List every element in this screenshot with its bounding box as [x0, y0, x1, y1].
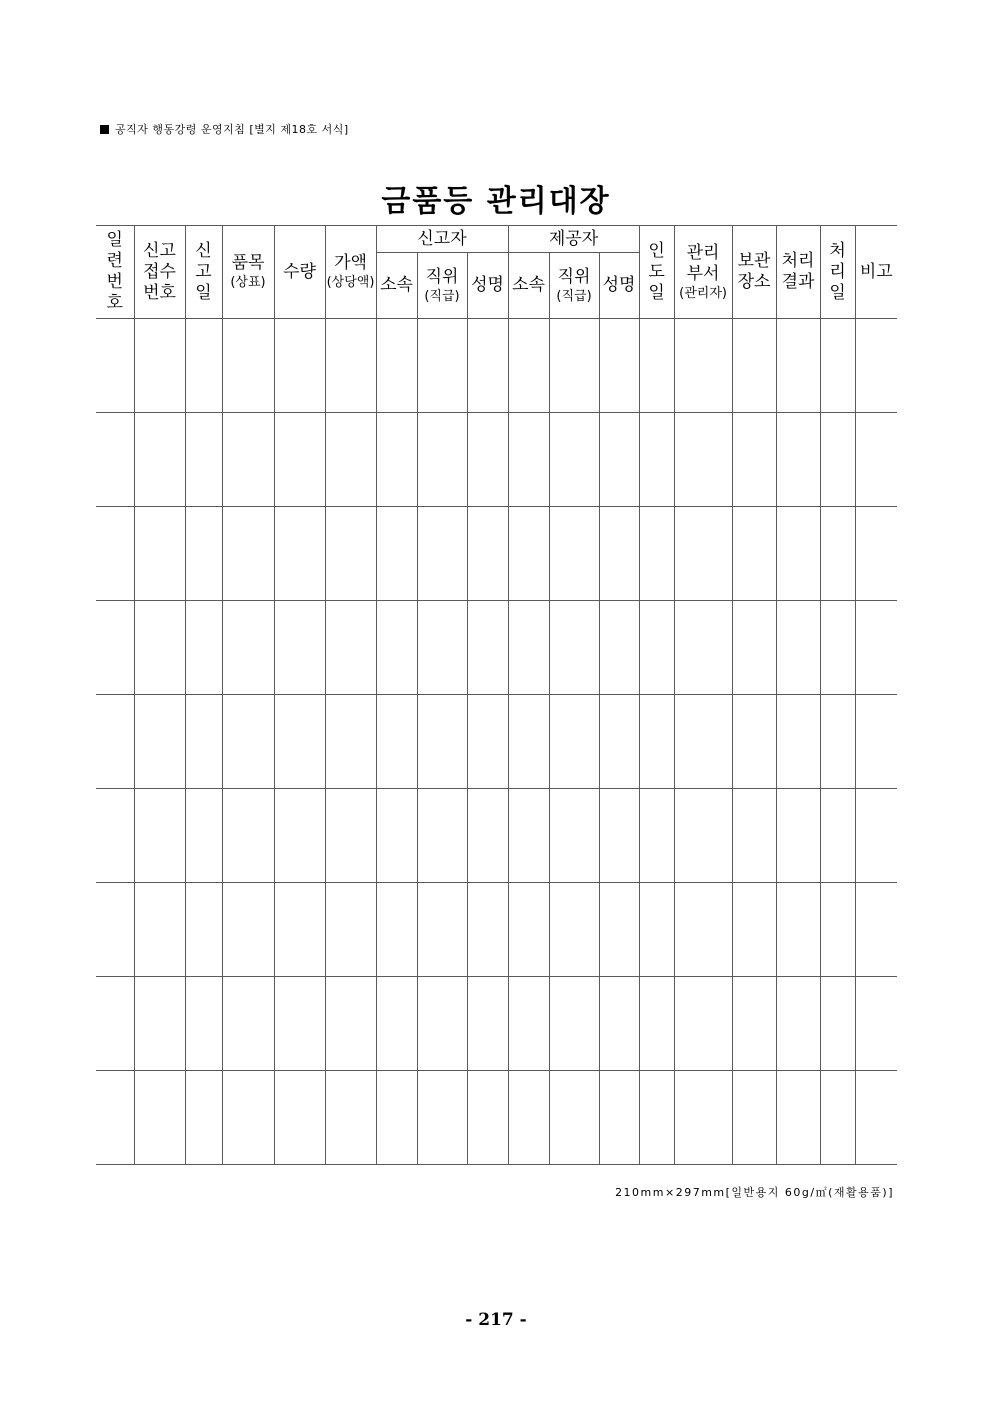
page-title: 금품등 관리대장 [381, 184, 611, 219]
table-cell [508, 977, 549, 1071]
table-cell [599, 789, 639, 883]
table-cell [820, 883, 855, 977]
col-process-date [820, 226, 855, 319]
table-cell [222, 1071, 274, 1165]
col-remarks: 비고 [855, 226, 897, 319]
table-cell [376, 977, 417, 1071]
table-cell [549, 1071, 599, 1165]
table-cell [732, 1071, 776, 1165]
table-cell [599, 319, 639, 413]
table-cell [776, 883, 820, 977]
table-cell [376, 789, 417, 883]
table-cell [376, 413, 417, 507]
square-bullet-icon [100, 125, 109, 134]
table-cell [549, 601, 599, 695]
table-cell [674, 977, 732, 1071]
table-cell [96, 695, 134, 789]
table-cell [274, 977, 325, 1071]
col-report-date [185, 226, 222, 319]
group-reporter: 신고자 [376, 226, 508, 253]
table-cell [639, 413, 674, 507]
table-cell [639, 883, 674, 977]
table-cell [674, 1071, 732, 1165]
table-cell [185, 413, 222, 507]
table-cell [820, 1071, 855, 1165]
table-cell [96, 1071, 134, 1165]
table-cell [96, 977, 134, 1071]
table-cell [732, 695, 776, 789]
table-cell [417, 695, 467, 789]
ledger-table [96, 225, 897, 1165]
table-cell [549, 507, 599, 601]
vertical-header-text: 인 도 일 [648, 240, 665, 303]
table-cell [185, 601, 222, 695]
reporter-name: 성명 [467, 253, 508, 319]
table-cell [508, 601, 549, 695]
col-quantity: 수량 [274, 226, 325, 319]
table-cell [776, 507, 820, 601]
table-cell [134, 695, 185, 789]
table-cell [185, 319, 222, 413]
table-cell [549, 883, 599, 977]
reporter-position: 직위 (직급) [417, 253, 467, 319]
table-cell [185, 1071, 222, 1165]
table-cell [134, 977, 185, 1071]
table-cell [820, 319, 855, 413]
table-cell [855, 507, 897, 601]
table-cell [855, 413, 897, 507]
table-cell [376, 695, 417, 789]
table-cell [325, 601, 376, 695]
col-handover-date [639, 226, 674, 319]
table-cell [674, 695, 732, 789]
form-header [100, 121, 349, 137]
table-cell [134, 1071, 185, 1165]
table-cell [855, 1071, 897, 1165]
table-cell [732, 789, 776, 883]
table-row [96, 1071, 897, 1165]
table-cell [599, 695, 639, 789]
table-cell [776, 413, 820, 507]
table-cell [376, 319, 417, 413]
table-cell [134, 319, 185, 413]
table-cell [820, 695, 855, 789]
table-cell [549, 319, 599, 413]
table-cell [185, 789, 222, 883]
table-cell [222, 977, 274, 1071]
table-cell [508, 695, 549, 789]
table-cell [639, 319, 674, 413]
table-cell [467, 507, 508, 601]
reporter-affiliation: 소속 [376, 253, 417, 319]
table-cell [855, 601, 897, 695]
table-cell [776, 695, 820, 789]
table-cell [855, 789, 897, 883]
table-cell [855, 695, 897, 789]
table-row [96, 883, 897, 977]
table-cell [776, 601, 820, 695]
table-cell [376, 1071, 417, 1165]
table-cell [549, 977, 599, 1071]
table-cell [599, 883, 639, 977]
table-cell [222, 601, 274, 695]
table-cell [274, 319, 325, 413]
table-cell [417, 883, 467, 977]
table-cell [674, 507, 732, 601]
table-cell [674, 319, 732, 413]
vertical-header-text: 신 고 일 [195, 240, 212, 303]
table-cell [467, 601, 508, 695]
table-cell [417, 507, 467, 601]
table-cell [599, 413, 639, 507]
col-result: 처리 결과 [776, 226, 820, 319]
table-cell [134, 507, 185, 601]
table-cell [96, 601, 134, 695]
table-cell [96, 319, 134, 413]
table-cell [96, 413, 134, 507]
table-cell [776, 1071, 820, 1165]
form-header-text: 공직자 행동강령 운영지침 [별지 제18호 서식] [115, 123, 349, 136]
table-cell [776, 319, 820, 413]
provider-name: 성명 [599, 253, 639, 319]
table-cell [274, 507, 325, 601]
table-cell [96, 507, 134, 601]
paper-spec-note: 210mm×297mm[일반용지 60g/㎡(재활용품)] [615, 1186, 894, 1199]
table-cell [599, 507, 639, 601]
table-cell [776, 789, 820, 883]
table-cell [222, 319, 274, 413]
table-cell [222, 695, 274, 789]
col-item: 품목 (상표) [222, 226, 274, 319]
table-cell [639, 977, 674, 1071]
table-cell [855, 883, 897, 977]
table-cell [274, 601, 325, 695]
table-row [96, 789, 897, 883]
table-cell [274, 413, 325, 507]
table-cell [674, 789, 732, 883]
table-cell [732, 413, 776, 507]
table-cell [549, 413, 599, 507]
provider-position: 직위 (직급) [549, 253, 599, 319]
table-cell [325, 977, 376, 1071]
table-cell [222, 413, 274, 507]
table-row [96, 319, 897, 413]
table-cell [467, 977, 508, 1071]
table-cell [325, 883, 376, 977]
table-cell [222, 789, 274, 883]
table-cell [639, 695, 674, 789]
table-cell [674, 413, 732, 507]
table-cell [274, 1071, 325, 1165]
table-cell [134, 789, 185, 883]
table-cell [185, 507, 222, 601]
table-cell [639, 789, 674, 883]
table-cell [599, 601, 639, 695]
table-cell [549, 695, 599, 789]
table-cell [467, 413, 508, 507]
table-cell [855, 319, 897, 413]
table-cell [325, 695, 376, 789]
table-cell [508, 789, 549, 883]
table-cell [185, 695, 222, 789]
table-cell [599, 977, 639, 1071]
table-cell [417, 319, 467, 413]
table-cell [417, 789, 467, 883]
table-cell [820, 507, 855, 601]
table-cell [376, 601, 417, 695]
table-cell [96, 789, 134, 883]
group-provider: 제공자 [508, 226, 639, 253]
table-cell [134, 883, 185, 977]
table-cell [274, 883, 325, 977]
table-cell [732, 883, 776, 977]
table-cell [325, 1071, 376, 1165]
table-row [96, 977, 897, 1071]
table-cell [732, 507, 776, 601]
col-storage: 보관 장소 [732, 226, 776, 319]
table-cell [467, 883, 508, 977]
table-cell [820, 789, 855, 883]
table-cell [325, 507, 376, 601]
vertical-header-text: 처 리 일 [829, 240, 846, 303]
table-cell [820, 977, 855, 1071]
table-cell [776, 977, 820, 1071]
table-cell [599, 1071, 639, 1165]
table-cell [274, 695, 325, 789]
table-cell [325, 789, 376, 883]
table-cell [417, 413, 467, 507]
table-cell [820, 601, 855, 695]
table-cell [508, 883, 549, 977]
table-cell [325, 413, 376, 507]
vertical-header-text: 일 련 번 호 [106, 230, 123, 313]
col-dept: 관리 부서 (관리자) [674, 226, 732, 319]
table-cell [467, 319, 508, 413]
table-row [96, 507, 897, 601]
col-receipt-no: 신고 접수 번호 [134, 226, 185, 319]
table-cell [508, 1071, 549, 1165]
table-cell [325, 319, 376, 413]
provider-affiliation: 소속 [508, 253, 549, 319]
table-cell [732, 977, 776, 1071]
table-cell [185, 977, 222, 1071]
table-cell [417, 977, 467, 1071]
table-cell [549, 789, 599, 883]
table-cell [732, 319, 776, 413]
table-row [96, 601, 897, 695]
col-serial [96, 226, 134, 319]
table-cell [376, 507, 417, 601]
table-cell [417, 1071, 467, 1165]
table-cell [467, 695, 508, 789]
table-cell [639, 1071, 674, 1165]
table-cell [134, 413, 185, 507]
table-cell [508, 507, 549, 601]
table-cell [467, 789, 508, 883]
table-cell [274, 789, 325, 883]
table-row [96, 695, 897, 789]
table-cell [855, 977, 897, 1071]
table-cell [639, 601, 674, 695]
table-cell [467, 1071, 508, 1165]
table-cell [639, 507, 674, 601]
table-cell [222, 507, 274, 601]
table-cell [820, 413, 855, 507]
table-cell [417, 601, 467, 695]
table-cell [185, 883, 222, 977]
table-cell [134, 601, 185, 695]
col-value: 가액 (상당액) [325, 226, 376, 319]
table-cell [732, 601, 776, 695]
table-cell [222, 883, 274, 977]
table-cell [674, 601, 732, 695]
table-row [96, 413, 897, 507]
table-cell [376, 883, 417, 977]
table-cell [508, 319, 549, 413]
table-cell [508, 413, 549, 507]
table-cell [674, 883, 732, 977]
table-cell [96, 883, 134, 977]
page-number: - 217 - [465, 1310, 527, 1330]
